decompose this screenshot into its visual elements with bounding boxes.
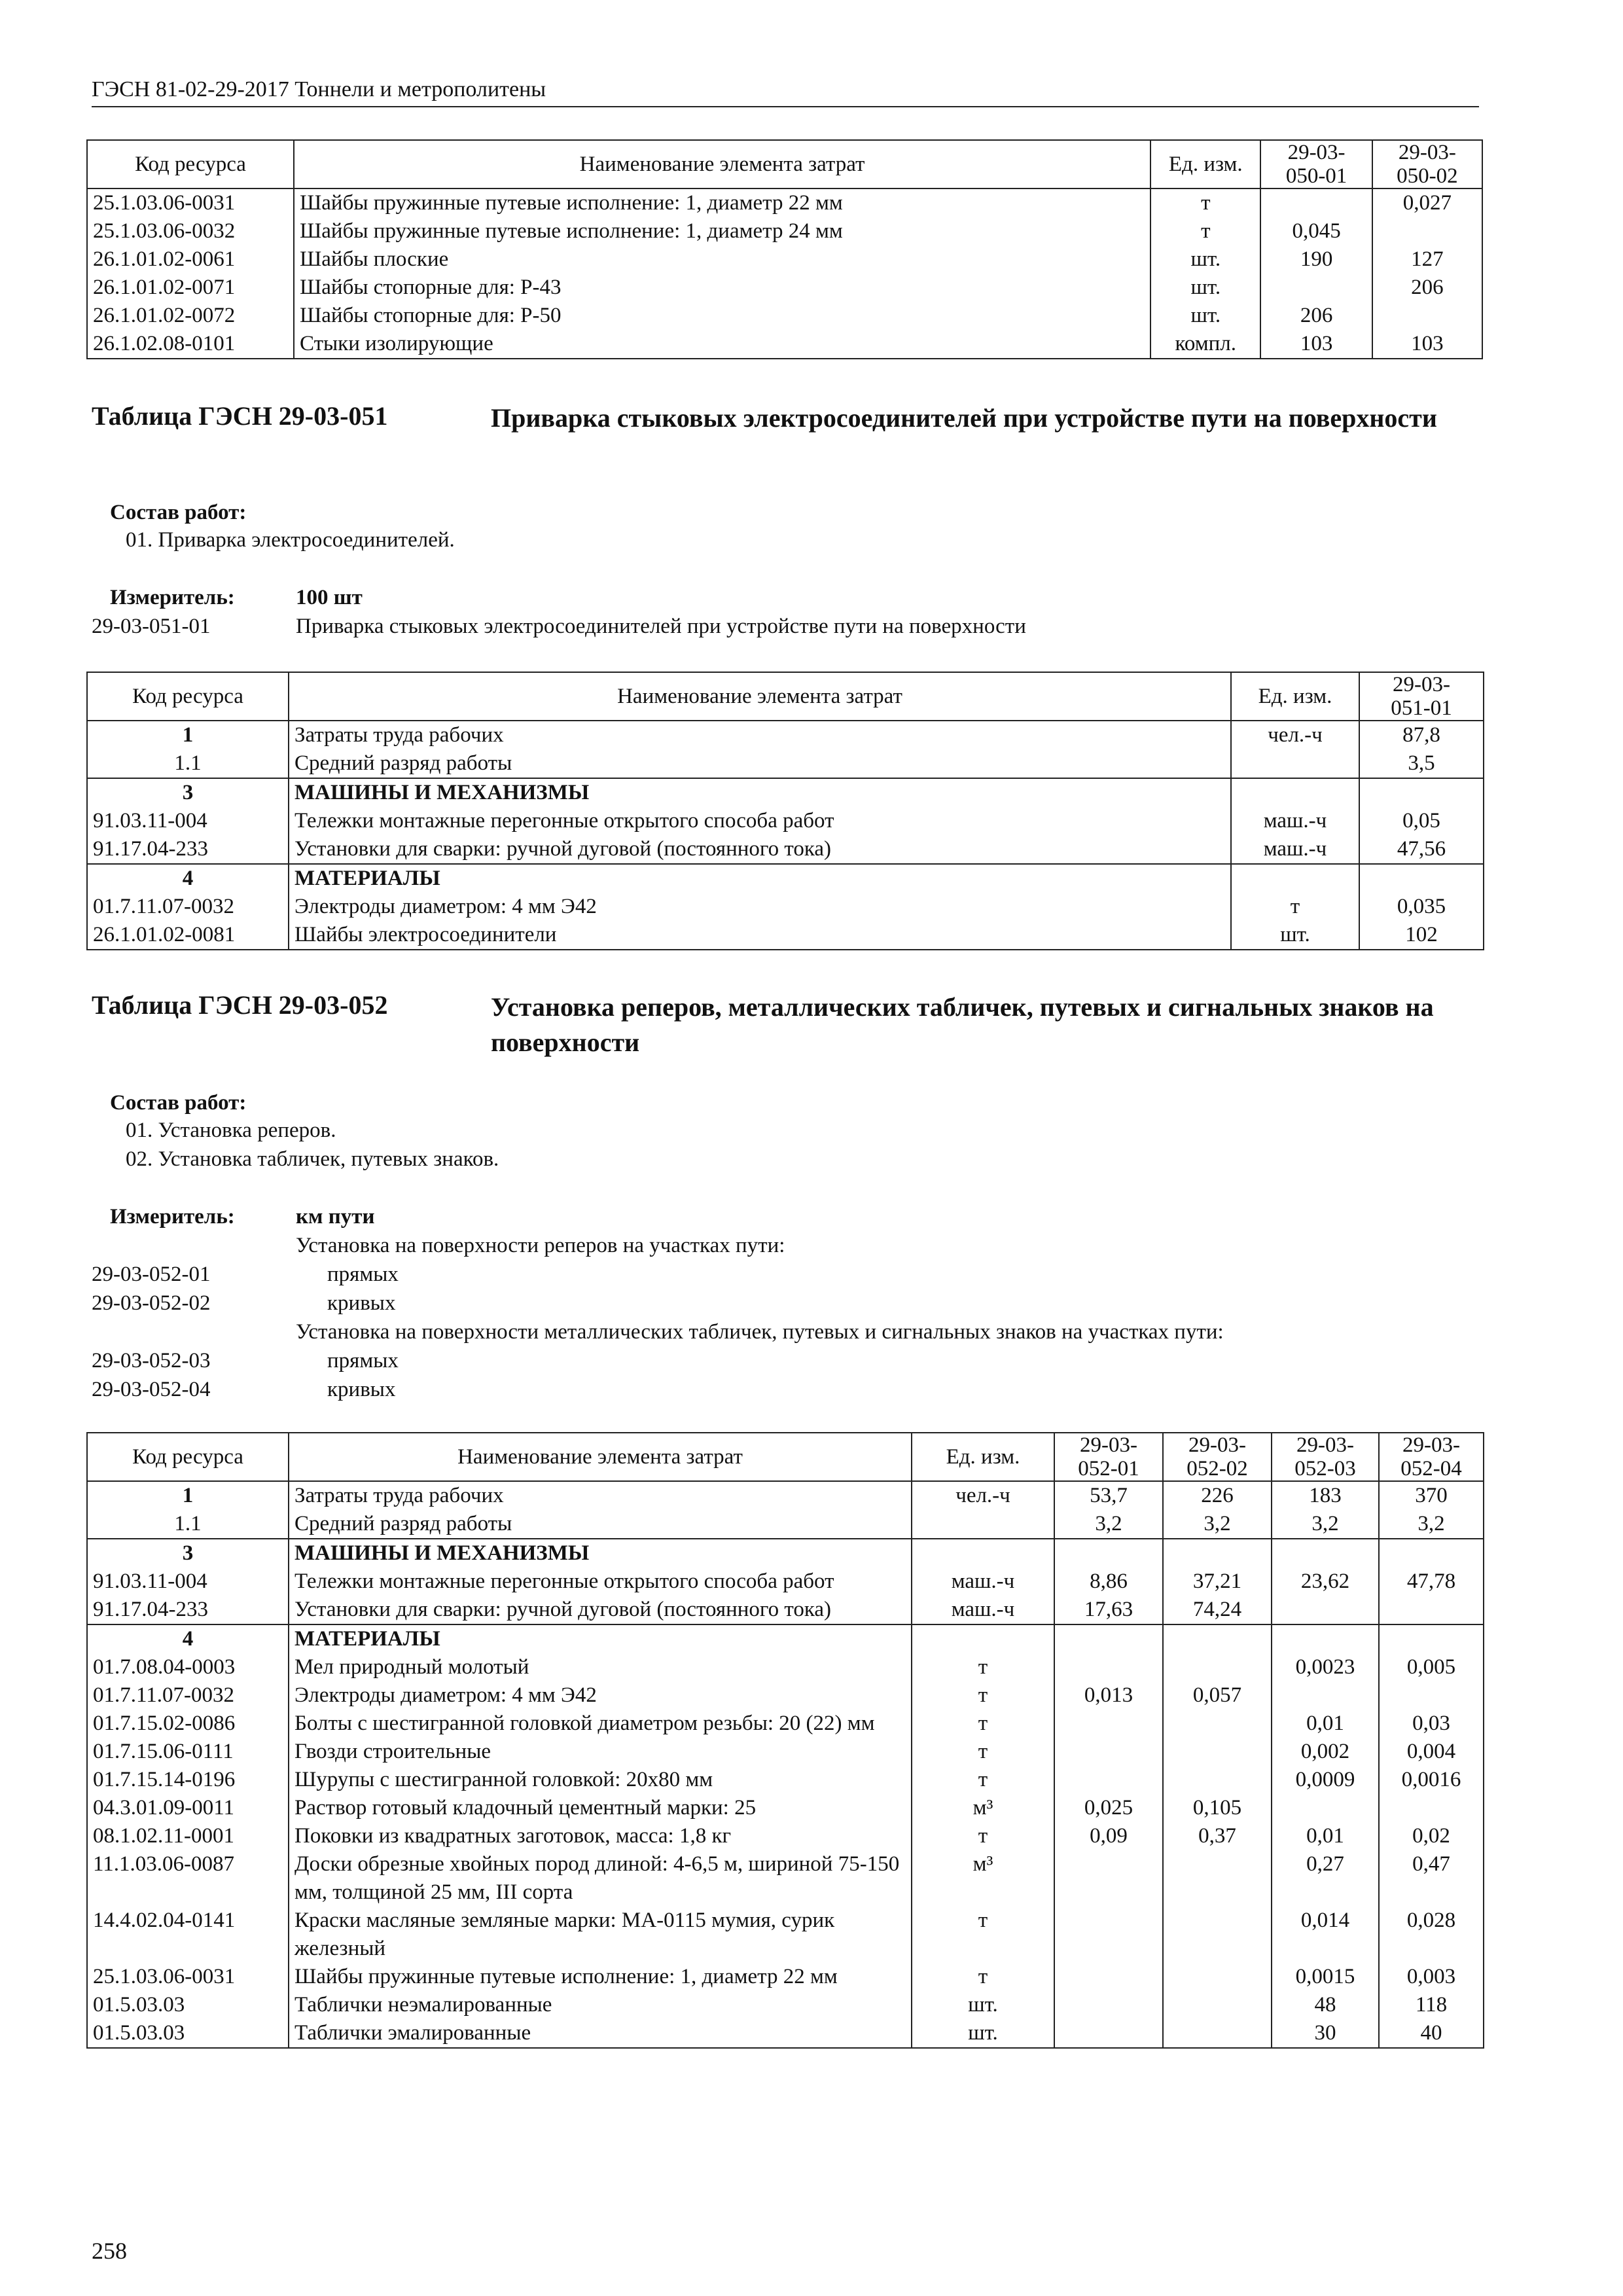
item-name-cell: Шурупы с шестигранной головкой: 20х80 мм xyxy=(289,1766,912,1794)
norm-value-cell xyxy=(1163,1539,1272,1568)
resource-code-cell: 4 xyxy=(87,864,289,893)
table-row xyxy=(87,302,1482,330)
norm-value-cell xyxy=(1163,1991,1272,2019)
norm-value-cell: 370 xyxy=(1379,1481,1484,1510)
norm-value-cell xyxy=(1163,1624,1272,1653)
norm-value-cell: 0,057 xyxy=(1163,1681,1272,1710)
table-row xyxy=(87,778,1484,807)
unit-cell: компл. xyxy=(1150,330,1260,359)
header-norm-052-04: 29-03- 052-04 xyxy=(1379,1433,1484,1481)
unit-cell: т xyxy=(912,1738,1054,1766)
item-name-cell: Краски масляные земляные марки: МА-0115 мумия, сурик железный xyxy=(289,1907,912,1963)
norm-value-cell xyxy=(1054,1624,1163,1653)
norm-value-cell: 0,025 xyxy=(1054,1794,1163,1822)
norm-value-cell: 0,005 xyxy=(1379,1653,1484,1681)
norm-value-cell xyxy=(1054,1653,1163,1681)
norm-text-052-01: прямых xyxy=(327,1263,399,1286)
norm-value-cell xyxy=(1359,778,1484,807)
table-row xyxy=(87,1907,1484,1963)
norm-code-052-01: 29-03-052-01 xyxy=(92,1263,211,1286)
norm-value-cell: 0,47 xyxy=(1379,1850,1484,1907)
resource-code-cell: 1.1 xyxy=(87,1510,289,1539)
norm-value-cell: 53,7 xyxy=(1054,1481,1163,1510)
norm-value-cell: 0,013 xyxy=(1054,1681,1163,1710)
work-composition-title-051: Состав работ: xyxy=(110,501,247,524)
unit-cell: т xyxy=(1150,188,1260,217)
norm-value-cell xyxy=(1163,1850,1272,1907)
norm-value-cell xyxy=(1379,1539,1484,1568)
norm-value-cell xyxy=(1054,1539,1163,1568)
item-name-cell: Таблички эмалированные xyxy=(289,2019,912,2048)
norm-value-cell: 74,24 xyxy=(1163,1596,1272,1624)
norm-value-cell xyxy=(1379,1624,1484,1653)
table-row xyxy=(87,1822,1484,1850)
norm-text-051-01: Приварка стыковых электросоединителей при устройстве пути на поверхности xyxy=(296,615,1026,638)
work-item-051-1: 01. Приварка электросоединителей. xyxy=(126,528,455,552)
item-name-cell: Шайбы плоские xyxy=(294,245,1150,274)
item-name-cell: МАШИНЫ И МЕХАНИЗМЫ xyxy=(289,1539,912,1568)
norm-value-cell: 226 xyxy=(1163,1481,1272,1510)
unit-cell: м³ xyxy=(912,1850,1054,1907)
table-row xyxy=(87,1963,1484,1991)
norm-value-cell xyxy=(1163,1766,1272,1794)
unit-cell: шт. xyxy=(1150,274,1260,302)
unit-cell: чел.-ч xyxy=(912,1481,1054,1510)
unit-cell xyxy=(1231,864,1359,893)
norm-text-052-04: кривых xyxy=(327,1378,396,1401)
table-029-03-050-continued xyxy=(86,139,1483,359)
item-name-cell: Поковки из квадратных заготовок, масса: 1,8 кг xyxy=(289,1822,912,1850)
norm-value-cell: 23,62 xyxy=(1272,1568,1379,1596)
resource-code-cell: 01.7.15.14-0196 xyxy=(87,1766,289,1794)
header-item-name: Наименование элемента затрат xyxy=(289,672,1231,721)
norm-group-heading-1: Установка на поверхности реперов на участках пути: xyxy=(296,1234,785,1257)
norm-value-cell: 0,09 xyxy=(1054,1822,1163,1850)
resource-code-cell: 04.3.01.09-0011 xyxy=(87,1794,289,1822)
norm-value-cell: 0,035 xyxy=(1359,893,1484,921)
norm-value-cell: 0,105 xyxy=(1163,1794,1272,1822)
resource-code-cell: 1 xyxy=(87,721,289,749)
norm-code-051-01: 29-03-051-01 xyxy=(92,615,211,638)
table-row xyxy=(87,1850,1484,1907)
table-029-03-052 xyxy=(86,1432,1484,2049)
table-row xyxy=(87,921,1484,950)
norm-value-cell: 0,045 xyxy=(1260,217,1372,245)
item-name-cell: МАШИНЫ И МЕХАНИЗМЫ xyxy=(289,778,1231,807)
table-row xyxy=(87,1596,1484,1624)
header-norm-052-01: 29-03- 052-01 xyxy=(1054,1433,1163,1481)
norm-value-cell: 8,86 xyxy=(1054,1568,1163,1596)
table-029-03-051 xyxy=(86,672,1484,950)
norm-value-cell: 17,63 xyxy=(1054,1596,1163,1624)
table-header-row xyxy=(87,672,1484,721)
unit-cell: шт. xyxy=(1231,921,1359,950)
table-row xyxy=(87,1991,1484,2019)
norm-value-cell xyxy=(1379,1794,1484,1822)
resource-code-cell: 91.03.11-004 xyxy=(87,807,289,835)
resource-code-cell: 01.7.08.04-0003 xyxy=(87,1653,289,1681)
unit-cell: т xyxy=(912,1822,1054,1850)
table-row xyxy=(87,330,1482,359)
norm-value-cell xyxy=(1359,864,1484,893)
norm-value-cell: 0,004 xyxy=(1379,1738,1484,1766)
norm-value-cell xyxy=(1379,1681,1484,1710)
table-row xyxy=(87,188,1482,217)
resource-code-cell: 01.7.15.02-0086 xyxy=(87,1710,289,1738)
unit-cell xyxy=(1231,778,1359,807)
table-row xyxy=(87,1681,1484,1710)
norm-value-cell xyxy=(1379,1596,1484,1624)
norm-value-cell: 0,03 xyxy=(1379,1710,1484,1738)
table-row xyxy=(87,2019,1484,2048)
norm-code-052-02: 29-03-052-02 xyxy=(92,1291,211,1315)
item-name-cell: Болты с шестигранной головкой диаметром резьбы: 20 (22) мм xyxy=(289,1710,912,1738)
item-name-cell: Раствор готовый кладочный цементный марки: 25 xyxy=(289,1794,912,1822)
resource-code-cell: 26.1.02.08-0101 xyxy=(87,330,294,359)
norm-value-cell: 87,8 xyxy=(1359,721,1484,749)
resource-code-cell: 91.17.04-233 xyxy=(87,1596,289,1624)
unit-cell: м³ xyxy=(912,1794,1054,1822)
resource-code-cell: 26.1.01.02-0081 xyxy=(87,921,289,950)
norm-text-052-03: прямых xyxy=(327,1349,399,1372)
item-name-cell: Мел природный молотый xyxy=(289,1653,912,1681)
norm-value-cell xyxy=(1272,1681,1379,1710)
norm-value-cell: 0,0023 xyxy=(1272,1653,1379,1681)
resource-code-cell: 25.1.03.06-0031 xyxy=(87,1963,289,1991)
norm-value-cell: 0,27 xyxy=(1272,1850,1379,1907)
norm-value-cell: 3,5 xyxy=(1359,749,1484,778)
resource-code-cell: 1.1 xyxy=(87,749,289,778)
item-name-cell: Шайбы пружинные путевые исполнение: 1, диаметр 22 мм xyxy=(289,1963,912,1991)
norm-value-cell: 206 xyxy=(1260,302,1372,330)
norm-value-cell: 3,2 xyxy=(1054,1510,1163,1539)
unit-cell xyxy=(912,1510,1054,1539)
header-unit: Ед. изм. xyxy=(912,1433,1054,1481)
resource-code-cell: 01.5.03.03 xyxy=(87,2019,289,2048)
unit-cell: т xyxy=(912,1766,1054,1794)
item-name-cell: Электроды диаметром: 4 мм Э42 xyxy=(289,893,1231,921)
norm-value-cell xyxy=(1272,1794,1379,1822)
norm-value-cell xyxy=(1163,1907,1272,1963)
meter-label-051: Измеритель: xyxy=(110,586,235,609)
unit-cell: т xyxy=(912,1710,1054,1738)
unit-cell: т xyxy=(912,1681,1054,1710)
unit-cell: т xyxy=(1231,893,1359,921)
table-row xyxy=(87,1539,1484,1568)
item-name-cell: Шайбы пружинные путевые исполнение: 1, диаметр 22 мм xyxy=(294,188,1150,217)
resource-code-cell: 1 xyxy=(87,1481,289,1510)
page-number: 258 xyxy=(92,2238,127,2264)
norm-value-cell xyxy=(1054,1710,1163,1738)
item-name-cell: МАТЕРИАЛЫ xyxy=(289,864,1231,893)
table-row xyxy=(87,1794,1484,1822)
unit-cell: т xyxy=(1150,217,1260,245)
norm-value-cell xyxy=(1054,1850,1163,1907)
norm-value-cell: 0,0015 xyxy=(1272,1963,1379,1991)
table-row xyxy=(87,807,1484,835)
norm-value-cell: 0,01 xyxy=(1272,1822,1379,1850)
table-row xyxy=(87,1481,1484,1510)
norm-value-cell: 190 xyxy=(1260,245,1372,274)
norm-text-052-02: кривых xyxy=(327,1291,396,1315)
unit-cell: т xyxy=(912,1907,1054,1963)
norm-value-cell: 3,2 xyxy=(1163,1510,1272,1539)
resource-code-cell: 01.7.11.07-0032 xyxy=(87,1681,289,1710)
norm-value-cell: 0,02 xyxy=(1379,1822,1484,1850)
unit-cell: чел.-ч xyxy=(1231,721,1359,749)
resource-code-cell: 4 xyxy=(87,1624,289,1653)
item-name-cell: Средний разряд работы xyxy=(289,1510,912,1539)
header-item-name: Наименование элемента затрат xyxy=(289,1433,912,1481)
item-name-cell: Тележки монтажные перегонные открытого способа работ xyxy=(289,807,1231,835)
table-row xyxy=(87,1624,1484,1653)
item-name-cell: Стыки изолирующие xyxy=(294,330,1150,359)
table-row xyxy=(87,274,1482,302)
header-unit: Ед. изм. xyxy=(1150,140,1260,188)
resource-code-cell: 01.5.03.03 xyxy=(87,1991,289,2019)
norm-value-cell: 0,014 xyxy=(1272,1907,1379,1963)
unit-cell: шт. xyxy=(912,1991,1054,2019)
work-item-052-1: 01. Установка реперов. xyxy=(126,1119,336,1142)
header-resource-code: Код ресурса xyxy=(87,1433,289,1481)
table-row xyxy=(87,721,1484,749)
norm-value-cell: 102 xyxy=(1359,921,1484,950)
meter-value-052: км пути xyxy=(296,1205,375,1229)
resource-code-cell: 25.1.03.06-0032 xyxy=(87,217,294,245)
norm-value-cell: 3,2 xyxy=(1272,1510,1379,1539)
norm-value-cell xyxy=(1260,274,1372,302)
meter-label-052: Измеритель: xyxy=(110,1205,235,1229)
table-row xyxy=(87,835,1484,864)
norm-value-cell xyxy=(1054,1991,1163,2019)
header-resource-code: Код ресурса xyxy=(87,140,294,188)
table-row xyxy=(87,749,1484,778)
resource-code-cell: 25.1.03.06-0031 xyxy=(87,188,294,217)
unit-cell: маш.-ч xyxy=(1231,835,1359,864)
norm-value-cell: 206 xyxy=(1372,274,1482,302)
norm-value-cell: 37,21 xyxy=(1163,1568,1272,1596)
table-row xyxy=(87,1510,1484,1539)
norm-value-cell: 0,0009 xyxy=(1272,1766,1379,1794)
header-item-name: Наименование элемента затрат xyxy=(294,140,1150,188)
resource-code-cell: 01.7.15.06-0111 xyxy=(87,1738,289,1766)
table-row xyxy=(87,1766,1484,1794)
norm-group-heading-2: Установка на поверхности металлических табличек, путевых и сигнальных знаков на участках пути: xyxy=(296,1320,1224,1344)
item-name-cell: Шайбы пружинные путевые исполнение: 1, диаметр 24 мм xyxy=(294,217,1150,245)
norm-value-cell: 0,05 xyxy=(1359,807,1484,835)
table-title-051: Приварка стыковых электросоединителей при устройстве пути на поверхности xyxy=(491,403,1437,433)
table-row xyxy=(87,893,1484,921)
norm-value-cell: 0,37 xyxy=(1163,1822,1272,1850)
norm-value-cell: 47,56 xyxy=(1359,835,1484,864)
table-row xyxy=(87,1738,1484,1766)
resource-code-cell: 14.4.02.04-0141 xyxy=(87,1907,289,1963)
header-norm-050-01: 29-03- 050-01 xyxy=(1260,140,1372,188)
norm-value-cell xyxy=(1272,1539,1379,1568)
item-name-cell: Гвозди строительные xyxy=(289,1738,912,1766)
unit-cell: шт. xyxy=(1150,302,1260,330)
work-item-052-2: 02. Установка табличек, путевых знаков. xyxy=(126,1147,499,1171)
header-norm-052-02: 29-03- 052-02 xyxy=(1163,1433,1272,1481)
unit-cell: шт. xyxy=(1150,245,1260,274)
table-label-051: Таблица ГЭСН 29-03-051 xyxy=(92,401,388,431)
resource-code-cell: 26.1.01.02-0071 xyxy=(87,274,294,302)
table-row xyxy=(87,1568,1484,1596)
norm-value-cell: 0,002 xyxy=(1272,1738,1379,1766)
unit-cell xyxy=(912,1624,1054,1653)
item-name-cell: Затраты труда рабочих xyxy=(289,1481,912,1510)
resource-code-cell: 91.17.04-233 xyxy=(87,835,289,864)
item-name-cell: Тележки монтажные перегонные открытого способа работ xyxy=(289,1568,912,1596)
norm-value-cell xyxy=(1054,1766,1163,1794)
norm-value-cell xyxy=(1163,2019,1272,2048)
norm-value-cell: 127 xyxy=(1372,245,1482,274)
header-unit: Ед. изм. xyxy=(1231,672,1359,721)
header-norm-051-01: 29-03- 051-01 xyxy=(1359,672,1484,721)
norm-value-cell: 48 xyxy=(1272,1991,1379,2019)
meter-value-051: 100 шт xyxy=(296,586,363,609)
norm-value-cell xyxy=(1272,1624,1379,1653)
work-composition-title-052: Состав работ: xyxy=(110,1091,247,1115)
table-label-052: Таблица ГЭСН 29-03-052 xyxy=(92,990,388,1020)
norm-value-cell: 118 xyxy=(1379,1991,1484,2019)
table-row xyxy=(87,1653,1484,1681)
norm-value-cell: 3,2 xyxy=(1379,1510,1484,1539)
item-name-cell: Доски обрезные хвойных пород длиной: 4-6,5 м, шириной 75-150 мм, толщиной 25 мм, III сорта xyxy=(289,1850,912,1907)
unit-cell: т xyxy=(912,1963,1054,1991)
header-norm-052-03: 29-03- 052-03 xyxy=(1272,1433,1379,1481)
resource-code-cell: 08.1.02.11-0001 xyxy=(87,1822,289,1850)
norm-value-cell xyxy=(1163,1653,1272,1681)
item-name-cell: Шайбы стопорные для: Р-50 xyxy=(294,302,1150,330)
table-row xyxy=(87,217,1482,245)
unit-cell: маш.-ч xyxy=(912,1596,1054,1624)
norm-value-cell xyxy=(1054,1738,1163,1766)
norm-value-cell: 103 xyxy=(1260,330,1372,359)
norm-code-052-04: 29-03-052-04 xyxy=(92,1378,211,1401)
norm-value-cell: 47,78 xyxy=(1379,1568,1484,1596)
norm-value-cell xyxy=(1054,1963,1163,1991)
item-name-cell: Средний разряд работы xyxy=(289,749,1231,778)
item-name-cell: Шайбы электросоединители xyxy=(289,921,1231,950)
item-name-cell: Затраты труда рабочих xyxy=(289,721,1231,749)
header-resource-code: Код ресурса xyxy=(87,672,289,721)
norm-value-cell xyxy=(1054,2019,1163,2048)
unit-cell xyxy=(912,1539,1054,1568)
item-name-cell: Установки для сварки: ручной дуговой (постоянного тока) xyxy=(289,835,1231,864)
norm-value-cell xyxy=(1054,1907,1163,1963)
item-name-cell: Электроды диаметром: 4 мм Э42 xyxy=(289,1681,912,1710)
norm-value-cell: 30 xyxy=(1272,2019,1379,2048)
norm-value-cell xyxy=(1260,188,1372,217)
norm-value-cell xyxy=(1372,302,1482,330)
header-norm-050-02: 29-03- 050-02 xyxy=(1372,140,1482,188)
unit-cell: маш.-ч xyxy=(912,1568,1054,1596)
norm-code-052-03: 29-03-052-03 xyxy=(92,1349,211,1372)
norm-value-cell xyxy=(1163,1963,1272,1991)
table-header-row xyxy=(87,140,1482,188)
norm-value-cell: 40 xyxy=(1379,2019,1484,2048)
norm-value-cell xyxy=(1163,1710,1272,1738)
resource-code-cell: 11.1.03.06-0087 xyxy=(87,1850,289,1907)
resource-code-cell: 01.7.11.07-0032 xyxy=(87,893,289,921)
table-row xyxy=(87,1710,1484,1738)
norm-value-cell: 0,028 xyxy=(1379,1907,1484,1963)
norm-value-cell: 0,027 xyxy=(1372,188,1482,217)
norm-value-cell: 183 xyxy=(1272,1481,1379,1510)
item-name-cell: Установки для сварки: ручной дуговой (постоянного тока) xyxy=(289,1596,912,1624)
table-title-052: Установка реперов, металлических табличек, путевых и сигнальных знаков на поверхности xyxy=(491,992,1434,1057)
resource-code-cell: 26.1.01.02-0072 xyxy=(87,302,294,330)
resource-code-cell: 3 xyxy=(87,778,289,807)
norm-value-cell: 0,003 xyxy=(1379,1963,1484,1991)
norm-value-cell: 103 xyxy=(1372,330,1482,359)
resource-code-cell: 3 xyxy=(87,1539,289,1568)
running-header: ГЭСН 81-02-29-2017 Тоннели и метрополитены xyxy=(92,77,1479,107)
item-name-cell: Шайбы стопорные для: Р-43 xyxy=(294,274,1150,302)
table-header-row xyxy=(87,1433,1484,1481)
table-row xyxy=(87,245,1482,274)
item-name-cell: Таблички неэмалированные xyxy=(289,1991,912,2019)
resource-code-cell: 26.1.01.02-0061 xyxy=(87,245,294,274)
norm-value-cell xyxy=(1272,1596,1379,1624)
item-name-cell: МАТЕРИАЛЫ xyxy=(289,1624,912,1653)
unit-cell: маш.-ч xyxy=(1231,807,1359,835)
unit-cell xyxy=(1231,749,1359,778)
unit-cell: шт. xyxy=(912,2019,1054,2048)
norm-value-cell: 0,0016 xyxy=(1379,1766,1484,1794)
resource-code-cell: 91.03.11-004 xyxy=(87,1568,289,1596)
norm-value-cell xyxy=(1163,1738,1272,1766)
norm-value-cell xyxy=(1372,217,1482,245)
table-row xyxy=(87,864,1484,893)
norm-value-cell: 0,01 xyxy=(1272,1710,1379,1738)
unit-cell: т xyxy=(912,1653,1054,1681)
